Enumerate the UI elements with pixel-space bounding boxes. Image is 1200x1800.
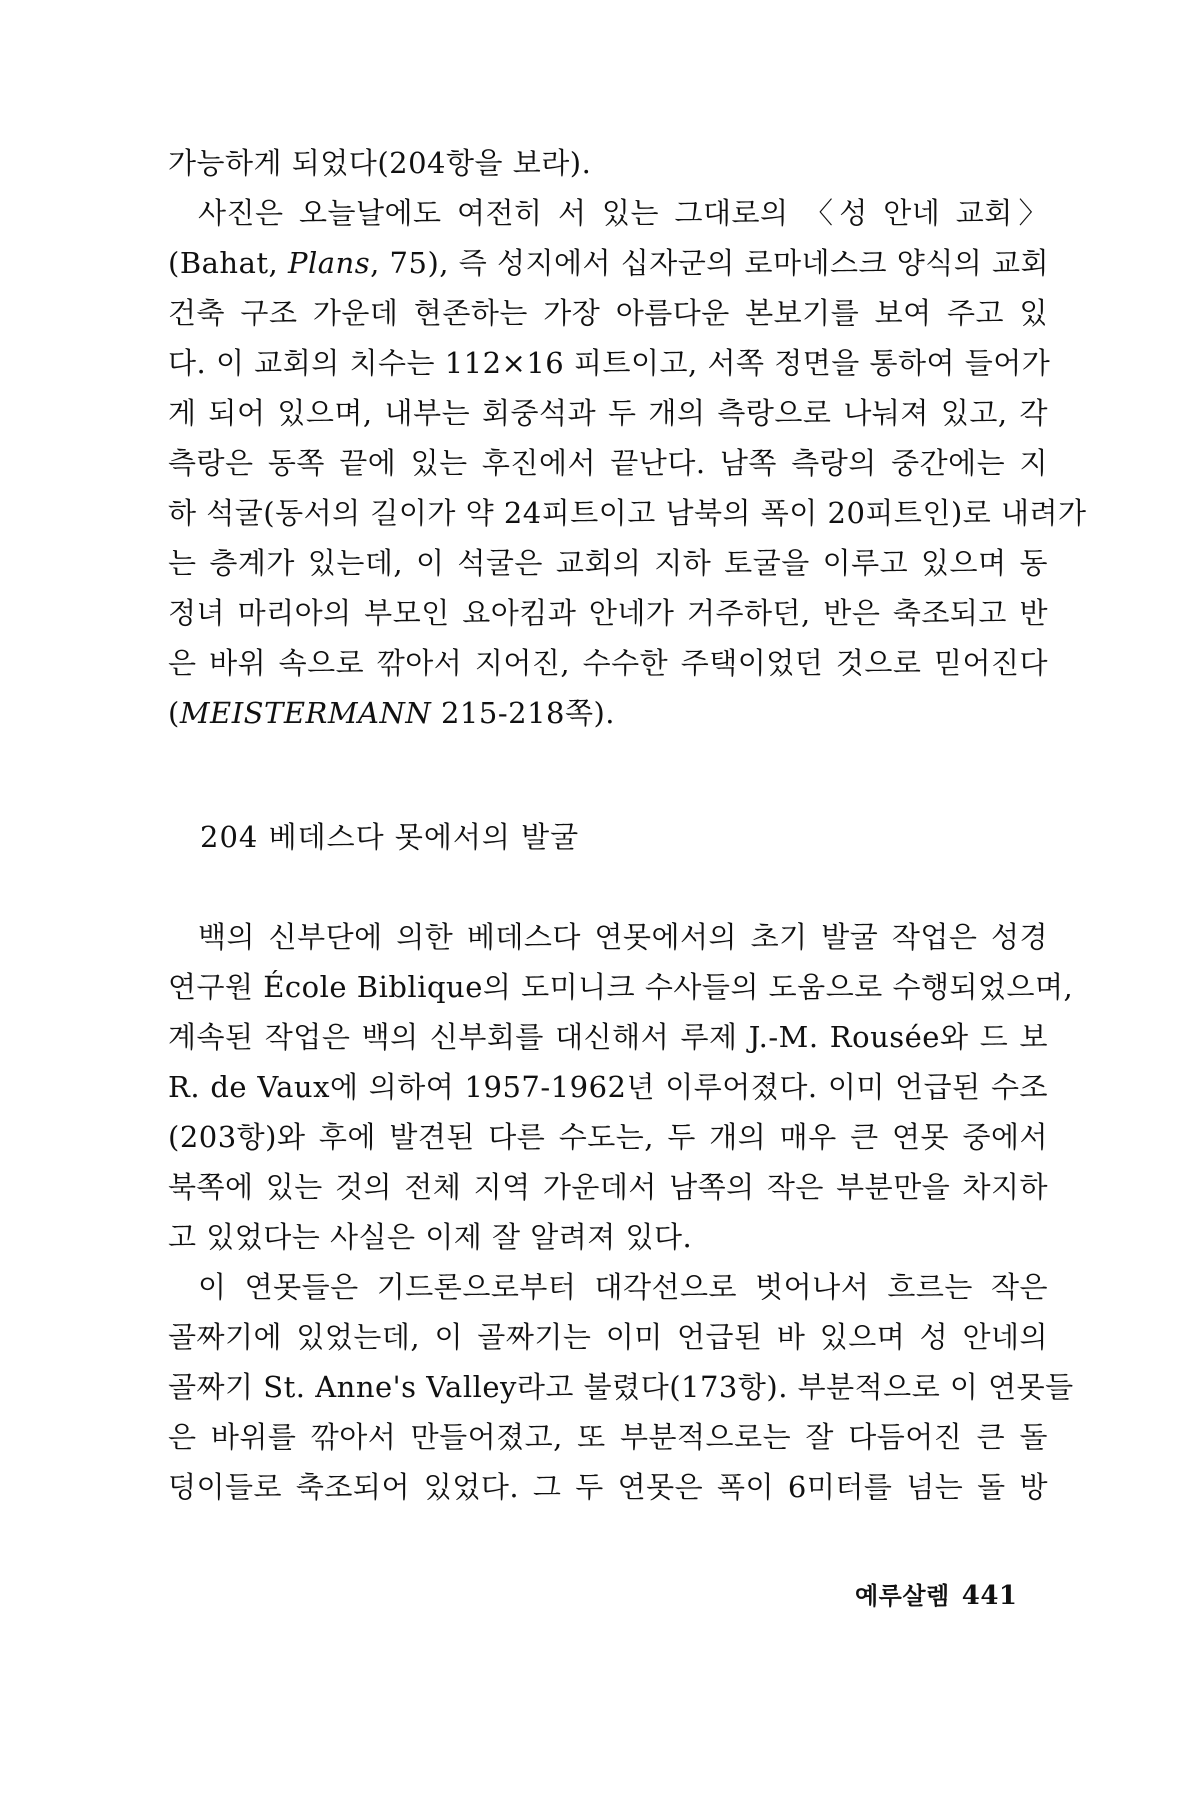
text-line: 북쪽에 있는 것의 전체 지역 가운데서 남쪽의 작은 부분만을 차지하	[168, 1170, 1048, 1204]
text-line: 는 층계가 있는데, 이 석굴은 교회의 지하 토굴을 이루고 있으며 동	[168, 546, 1048, 580]
text-line: 계속된 작업은 백의 신부회를 대신해서 루제 J.-M. Rousée와 드 보	[168, 1020, 1048, 1054]
text-line: 정녀 마리아의 부모인 요아킴과 안네가 거주하던, 반은 축조되고 반	[168, 596, 1048, 630]
text-line: 골짜기 St. Anne's Valley라고 불렸다(173항). 부분적으로 이 연못들	[168, 1370, 1074, 1404]
running-title: 예루살렘	[855, 1581, 950, 1610]
text-line: R. de Vaux에 의하여 1957-1962년 이루어졌다. 이미 언급된 수조	[168, 1070, 1048, 1104]
page-footer	[855, 1576, 1018, 1611]
text-line: (203항)와 후에 발견된 다른 수도는, 두 개의 매우 큰 연못 중에서	[168, 1120, 1048, 1154]
text-line: 은 바위 속으로 깎아서 지어진, 수수한 주택이었던 것으로 믿어진다	[168, 646, 1048, 680]
text-line: 다. 이 교회의 치수는 112×16 피트이고, 서쪽 정면을 통하여 들어가	[168, 346, 1051, 380]
text-line: 사진은 오늘날에도 여전히 서 있는 그대로의 〈성 안네 교회〉	[198, 196, 1048, 230]
body-text-top	[168, 138, 1087, 738]
text-line: 골짜기에 있었는데, 이 골짜기는 이미 언급된 바 있으며 성 안네의	[168, 1320, 1048, 1354]
text-line: 덩이들로 축조되어 있었다. 그 두 연못은 폭이 6미터를 넘는 돌 방	[168, 1470, 1048, 1504]
text-line: 고 있었다는 사실은 이제 잘 알려져 있다.	[168, 1220, 693, 1254]
text-line: 연구원 École Biblique의 도미니크 수사들의 도움으로 수행되었으며,	[168, 970, 1074, 1004]
text-line: 백의 신부단에 의한 베데스다 연못에서의 초기 발굴 작업은 성경	[198, 920, 1048, 954]
italic-title: Plans	[287, 246, 371, 280]
body-text-bottom	[168, 912, 1074, 1512]
page-number: 441	[961, 1581, 1018, 1611]
text-line: 게 되어 있으며, 내부는 회중석과 두 개의 측랑으로 나눠져 있고, 각	[168, 396, 1048, 430]
text-line: 이 연못들은 기드론으로부터 대각선으로 벗어나서 흐르는 작은	[198, 1270, 1048, 1304]
text-line: 은 바위를 깎아서 만들어졌고, 또 부분적으로는 잘 다듬어진 큰 돌	[168, 1420, 1048, 1454]
text-line-with-citation: (MEISTERMANN 215-218쪽).	[168, 696, 616, 730]
text-line: 하 석굴(동서의 길이가 약 24피트이고 남북의 폭이 20피트인)로 내려가	[168, 496, 1087, 530]
text-line: 건축 구조 가운데 현존하는 가장 아름다운 본보기를 보여 주고 있	[168, 296, 1048, 330]
text-line: 측랑은 동쪽 끝에 있는 후진에서 끝난다. 남쪽 측랑의 중간에는 지	[168, 446, 1048, 480]
text-line-with-citation: (Bahat, Plans, 75), 즉 성지에서 십자군의 로마네스크 양식의 교회	[168, 246, 1050, 280]
italic-author: MEISTERMANN	[179, 696, 432, 730]
section-heading: 204 베데스다 못에서의 발굴	[200, 820, 580, 854]
text-line: 가능하게 되었다(204항을 보라).	[168, 146, 592, 180]
